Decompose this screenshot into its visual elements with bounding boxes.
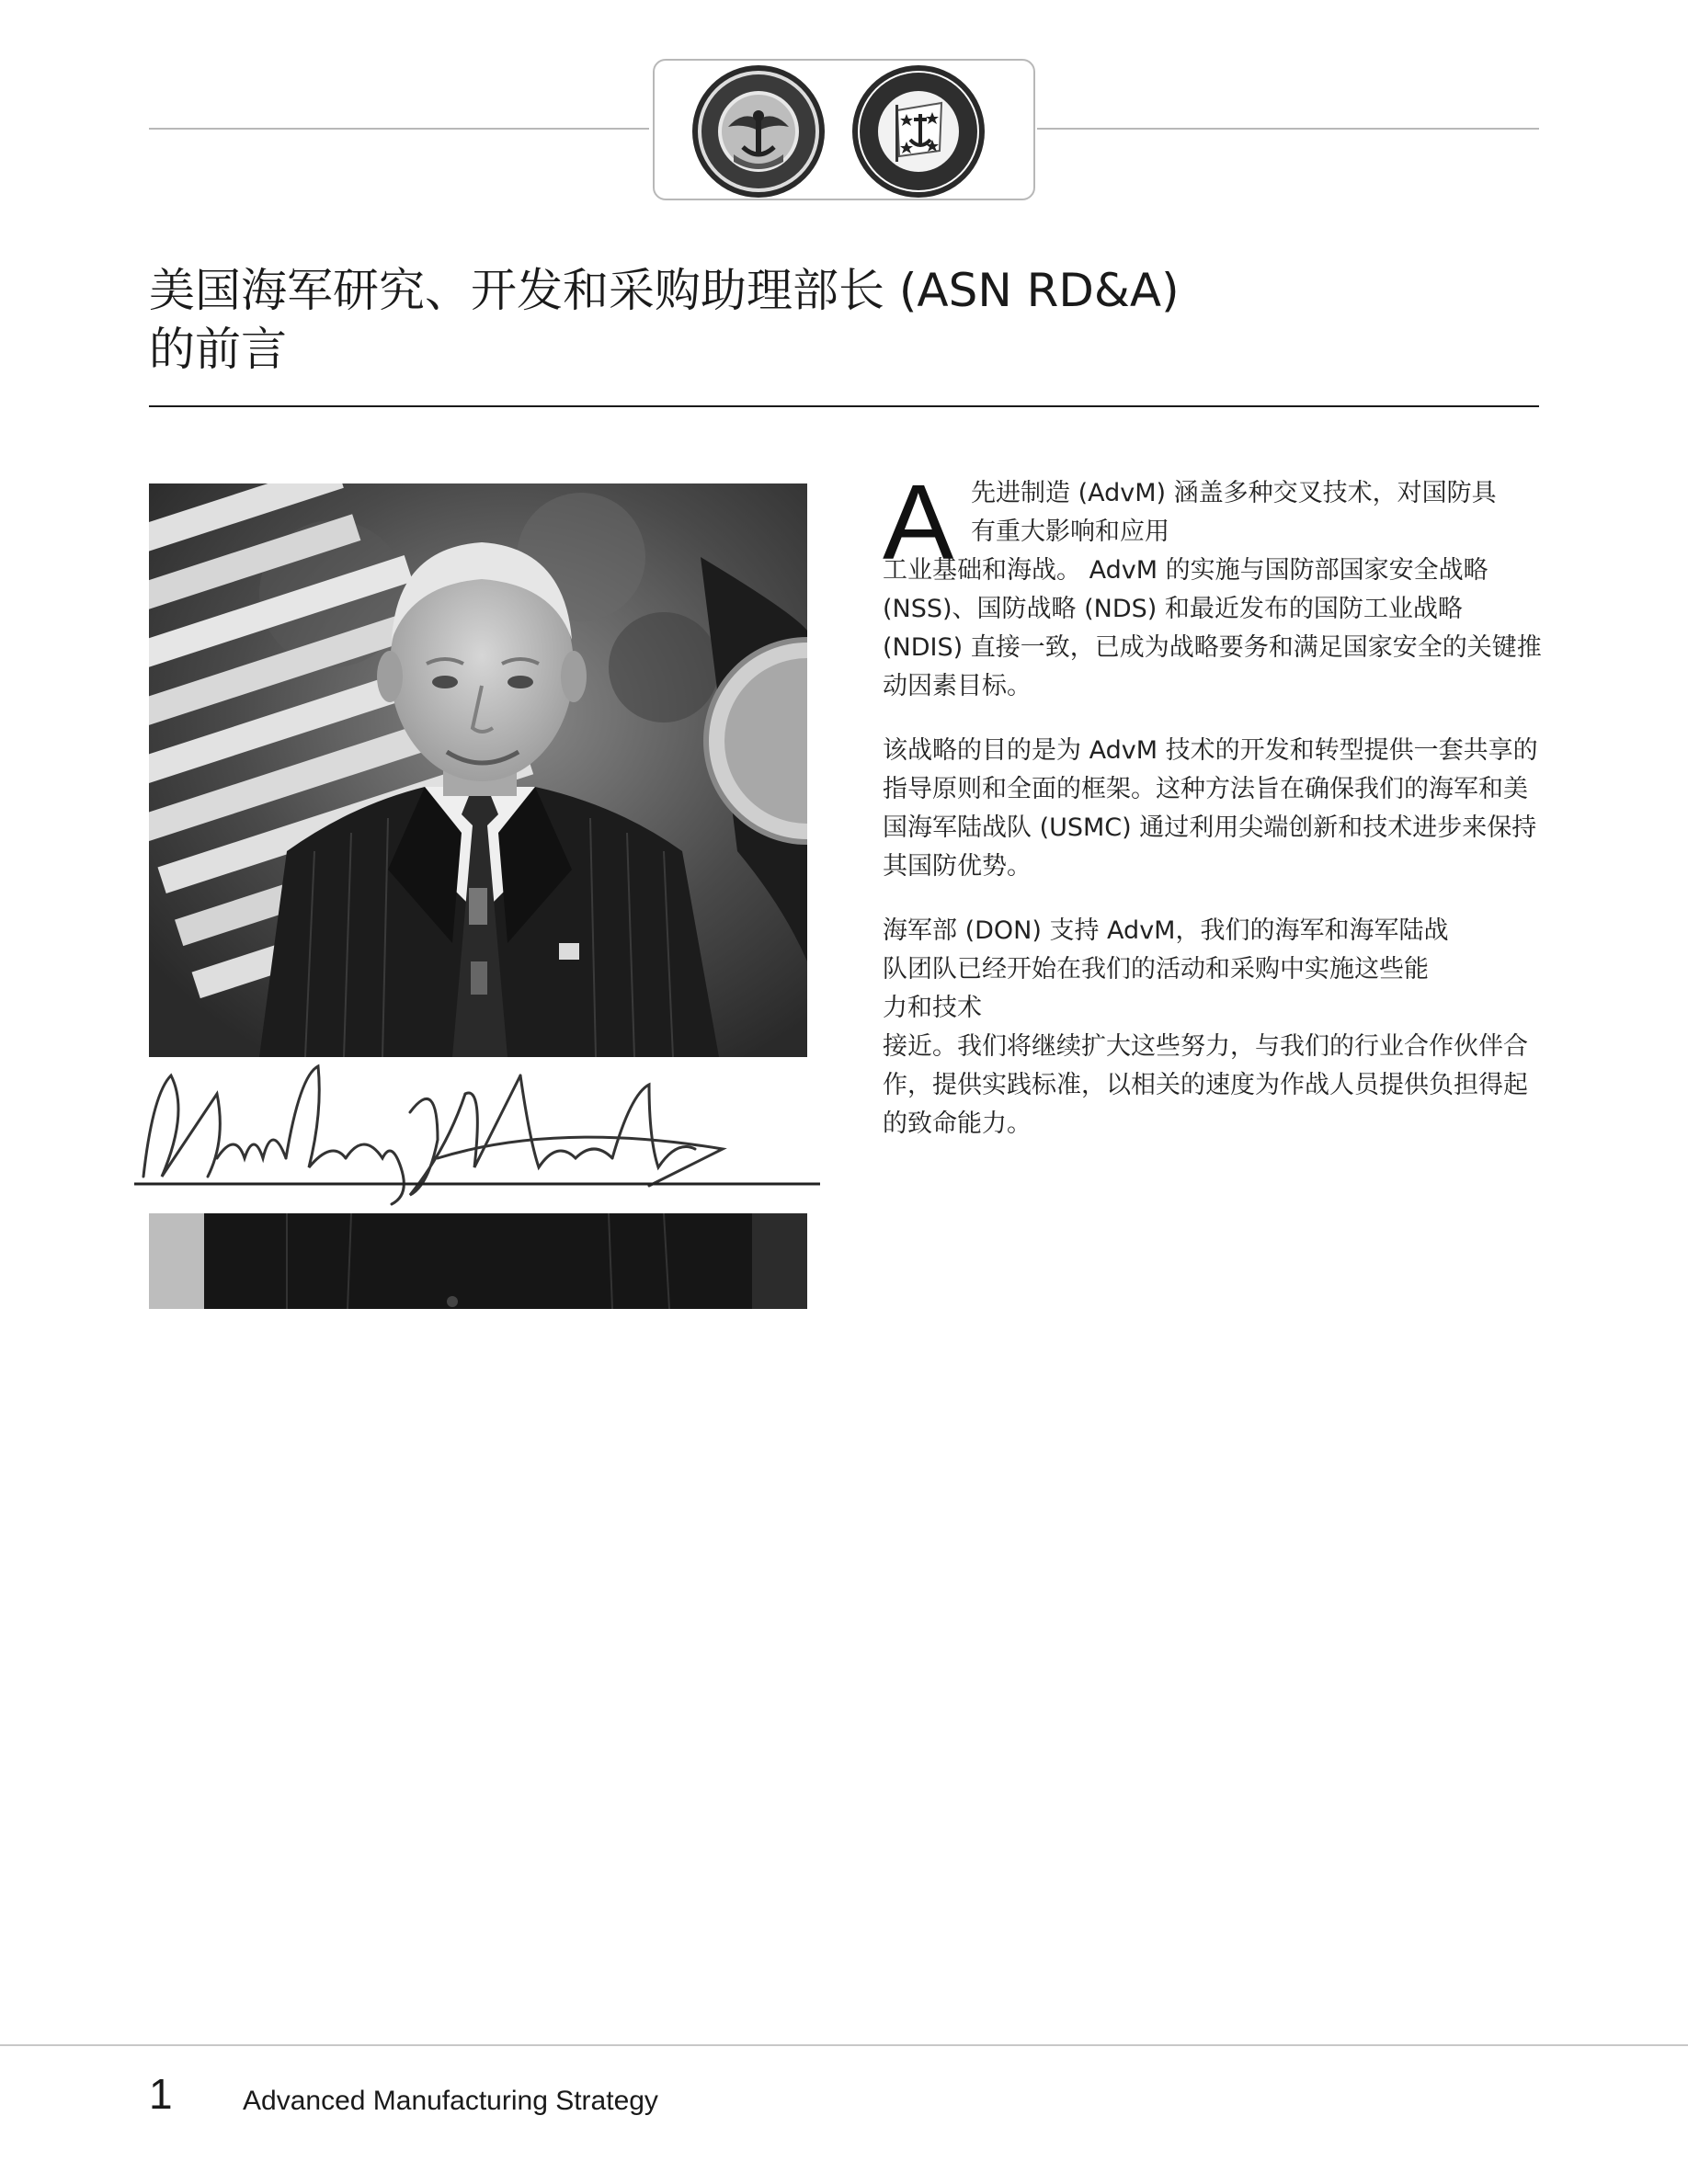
footer-doc-title: Advanced Manufacturing Strategy (243, 2086, 658, 2116)
paragraph-3-line-3: 力和技术 (883, 994, 982, 1022)
dropcap-letter: A (883, 462, 954, 582)
paragraph-3-line-2: 队团队已经开始在我们的活动和采购中实施这些能 (883, 955, 1429, 984)
paragraph-2-text: 该战略的目的是为 AdvM 技术的开发和转型提供一套共享的指导原则和全面的框架。这种方法旨在确保我们的海军和美国海军陆战队 (USMC) 通过利用尖端创新和技术进步来保持其国防优势。 (883, 736, 1538, 881)
page-title-line-2: 的前言 (149, 323, 287, 376)
asn-rda-seal (850, 63, 987, 200)
portrait-photo-lower (149, 1213, 807, 1309)
paragraph-1-line-2: 有重大影响和应用 (971, 518, 1169, 546)
page-number: 1 (149, 2070, 173, 2118)
paragraph-3 (883, 912, 1545, 1143)
paragraph-3-line-1: 海军部 (DON) 支持 AdvM，我们的海军和海军陆战 (883, 916, 1449, 945)
body-text (883, 462, 1545, 1169)
paragraph-1-line-1: 先进制造 (AdvM) 涵盖多种交叉技术，对国防具 (971, 479, 1497, 507)
paragraph-1 (883, 462, 1545, 706)
paragraph-3-rest: 接近。我们将继续扩大这些努力，与我们的行业合作伙伴合作，提供实践标准，以相关的速度为作战人员提供负担得起的致命能力。 (883, 1032, 1528, 1138)
portrait-illustration (149, 483, 807, 1057)
footer-rule (0, 2044, 1688, 2046)
title-rule (149, 405, 1539, 407)
paragraph-1-rest: 工业基础和海战。 AdvM 的实施与国防部国家安全战略 (NSS)、国防战略 (NDS) 和最近发布的国防工业战略 (NDIS) 直接一致，已成为战略要务和满足国家安全的关键推动因素目标。 (883, 556, 1542, 700)
signature (134, 1057, 820, 1213)
header-rule-right (1037, 128, 1539, 130)
portrait-photo (149, 483, 807, 1057)
header-rule-left (149, 128, 649, 130)
page-title (149, 261, 1344, 379)
paragraph-2 (883, 732, 1545, 886)
page-title-line-1: 美国海军研究、开发和采购助理部长 (ASN RD&A) (149, 264, 1180, 317)
department-of-the-navy-seal (690, 63, 827, 200)
